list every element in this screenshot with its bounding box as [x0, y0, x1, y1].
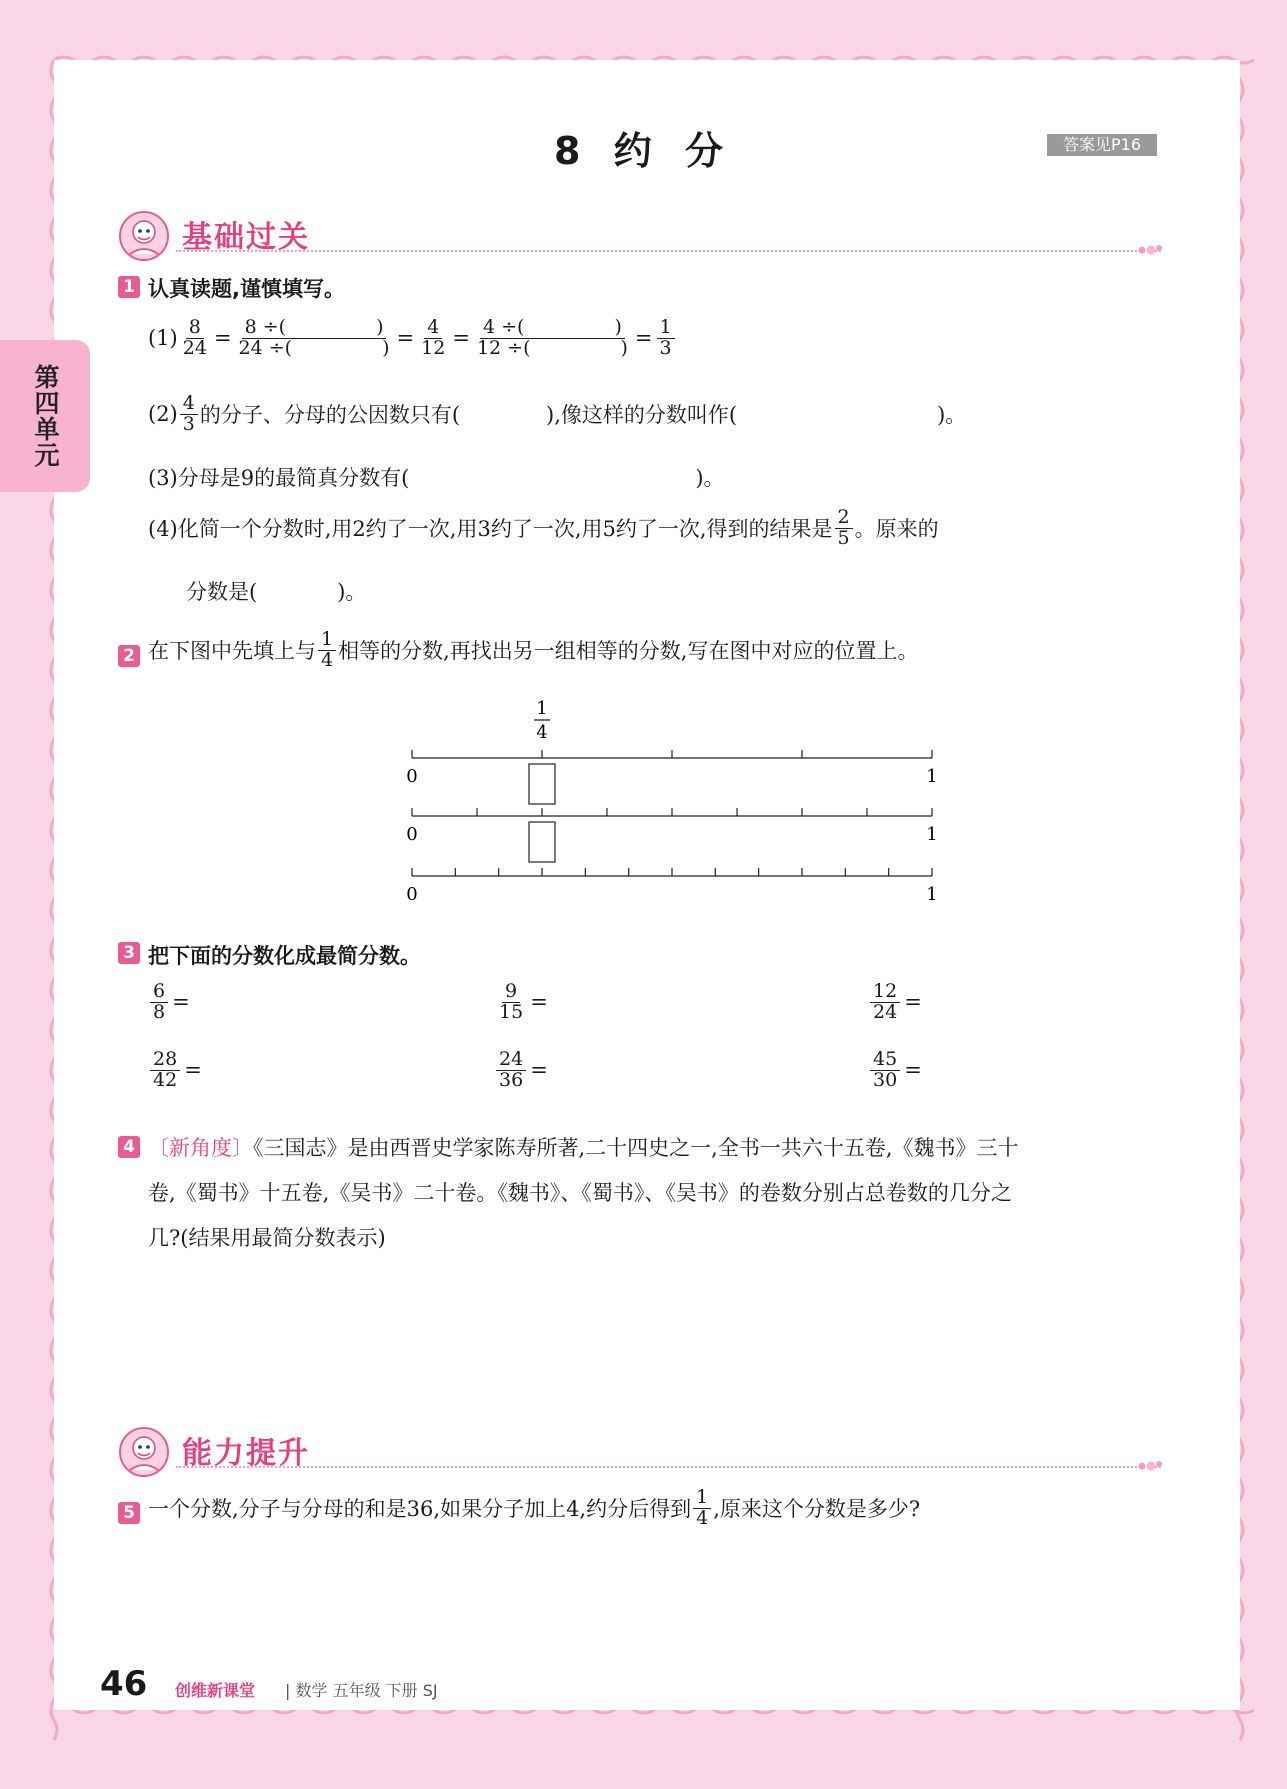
equals: =	[530, 1058, 548, 1083]
fraction: $\frac{6}{8}$	[150, 982, 168, 1023]
number-line-diagram	[400, 692, 940, 922]
equals: =	[634, 326, 653, 351]
marker-denominator: 4	[536, 722, 548, 743]
question-text: (4)化简一个分数时,用2约了一次,用3约了一次,用5约了一次,得到的结果是	[148, 517, 833, 542]
question-number: 4	[118, 1136, 140, 1158]
page-title: 8 约 分	[554, 129, 733, 173]
question-text: ,原来这个分数是多少?	[713, 1497, 921, 1522]
simplify-item	[868, 1050, 924, 1091]
simplify-item	[868, 982, 924, 1023]
question-prompt: 把下面的分数化成最简分数。	[148, 944, 421, 968]
end-label: 1	[926, 766, 938, 787]
fraction: $\frac{8}{24}$	[182, 316, 207, 359]
fraction: $\frac{24}{36}$	[496, 1050, 526, 1091]
q1-part2	[148, 394, 966, 435]
question-text: 卷,《蜀书》十五卷,《吴书》二十卷。《魏书》、《蜀书》、《吴书》的卷数分别占总卷数的几分之	[148, 1181, 1012, 1205]
section-header-basic	[116, 206, 1161, 266]
section-title-basic: 基础过关	[182, 220, 310, 255]
q1-part3	[148, 462, 725, 492]
question-text: 一个分数,分子与分母的和是36,如果分子加上4,约分后得到	[148, 1497, 692, 1522]
question-text: 〔新角度〕《三国志》是由西晋史学家陈寿所著,二十四史之一,全书一共六十五卷,《魏书》三十	[148, 1136, 1019, 1160]
book-series: 创维新课堂	[175, 1681, 256, 1700]
question-text: )。	[695, 466, 725, 490]
question-text: 分数是(	[186, 580, 258, 604]
simplify-item	[494, 982, 550, 1023]
question-text: 在下图中先填上与	[148, 639, 316, 664]
question-text: )。	[337, 580, 367, 604]
question-number: 1	[118, 276, 140, 298]
question-text: 相等的分数,再找出另一组相等的分数,写在图中对应的位置上。	[338, 639, 919, 664]
equals: =	[530, 990, 548, 1015]
fraction-with-blanks: $\frac{4 \div( )}{12 \div( )}$	[476, 316, 628, 359]
section-divider	[176, 1466, 1161, 1468]
fraction: $\frac{1}{4}$	[318, 630, 336, 671]
part-label: (1)	[148, 326, 178, 351]
fraction: $\frac{45}{30}$	[870, 1050, 900, 1091]
section-header-advanced	[116, 1422, 1161, 1482]
question-text: )。	[937, 403, 967, 428]
question-text: 的分子、分母的公因数只有(	[199, 403, 461, 428]
question-text: ),像这样的分数叫作(	[546, 403, 738, 428]
q1-part4-cont	[186, 576, 366, 606]
equals: =	[396, 326, 415, 351]
q5-prompt	[148, 1488, 920, 1529]
equals: =	[904, 990, 922, 1015]
answer-box[interactable]	[529, 764, 555, 804]
book-info: | 数学 五年级 下册 SJ	[285, 1681, 438, 1700]
page-number: 46	[100, 1664, 148, 1704]
q2-prompt	[148, 630, 918, 671]
question-text: 几?(结果用最简分数表示)	[148, 1226, 386, 1250]
end-label: 1	[926, 884, 938, 905]
mascot-icon	[116, 210, 172, 262]
equals: =	[452, 326, 470, 351]
mascot-icon	[116, 1426, 172, 1478]
equals: =	[904, 1058, 922, 1083]
fraction-with-blanks: $\frac{8 \div( )}{24 \div( )}$	[238, 316, 390, 359]
simplify-item	[494, 1050, 550, 1091]
fraction: $\frac{9}{15}$	[499, 980, 524, 1023]
fraction: $\frac{4}{3}$	[180, 394, 198, 435]
question-number: 5	[118, 1502, 140, 1524]
fraction: $\frac{28}{42}$	[150, 1050, 180, 1091]
answer-reference: 答案见P16	[1047, 134, 1157, 156]
section-divider	[176, 250, 1161, 252]
answer-box[interactable]	[529, 822, 555, 862]
fraction: $\frac{12}{24}$	[870, 982, 900, 1023]
dots-icon	[1137, 1458, 1165, 1474]
equals: =	[213, 326, 232, 351]
marker-numerator: 1	[536, 698, 548, 719]
start-label: 0	[406, 766, 418, 787]
start-label: 0	[406, 824, 418, 845]
fraction: $\frac{1}{4}$	[693, 1488, 711, 1529]
unit-tab-label: 第四单元	[31, 364, 60, 468]
equals: =	[172, 990, 190, 1015]
equals: =	[184, 1058, 202, 1083]
part-label: (2)	[148, 402, 178, 427]
question-number: 2	[118, 645, 140, 667]
end-label: 1	[926, 824, 938, 845]
simplify-item	[148, 982, 192, 1023]
new-angle-tag: 〔新角度〕	[148, 1136, 253, 1160]
dots-icon	[1137, 242, 1165, 258]
q1-part1	[148, 318, 677, 359]
unit-tab	[0, 340, 90, 492]
simplify-item	[148, 1050, 204, 1091]
fraction: $\frac{2}{5}$	[835, 508, 853, 549]
q1-part4	[148, 508, 939, 549]
question-text: 。原来的	[854, 517, 939, 542]
question-text: (3)分母是9的最简真分数有(	[148, 466, 410, 490]
start-label: 0	[406, 884, 418, 905]
fraction: $\frac{4}{12}$	[421, 316, 446, 359]
question-prompt: 认真读题,谨慎填写。	[148, 277, 345, 301]
section-title-advanced: 能力提升	[182, 1436, 310, 1471]
question-number: 3	[118, 942, 140, 964]
fraction: $\frac{1}{3}$	[657, 318, 675, 359]
